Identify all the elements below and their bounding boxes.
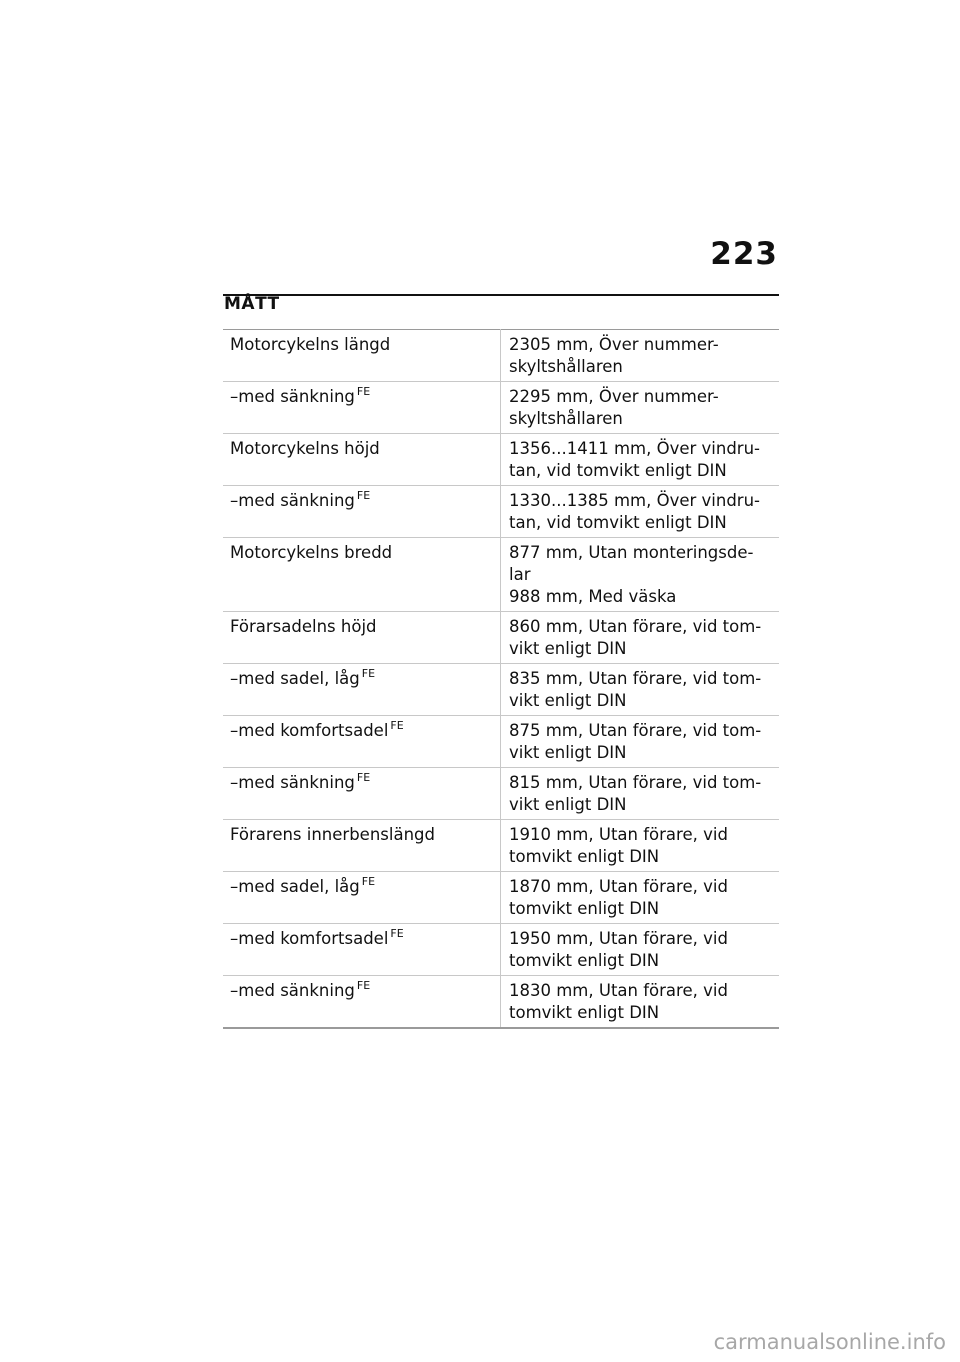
spec-value-line: 2305 mm, Över nummer- (509, 335, 719, 354)
spec-label: –med sadel, låg (230, 669, 360, 688)
spec-value-cell (501, 924, 780, 976)
equipment-code-superscript: FE (356, 489, 371, 502)
spec-label-cell (223, 820, 501, 872)
spec-value-cell (501, 382, 780, 434)
spec-value-cell (501, 976, 780, 1029)
spec-label-cell (223, 768, 501, 820)
spec-value-line: vikt enligt DIN (509, 691, 627, 710)
spec-value-line: 835 mm, Utan förare, vid tom- (509, 669, 762, 688)
spec-label: Motorcykelns höjd (230, 439, 380, 458)
spec-value-cell (501, 434, 780, 486)
section-title: MÅTT (224, 294, 280, 314)
equipment-code-superscript: FE (361, 875, 376, 888)
spec-value-line: tomvikt enligt DIN (509, 899, 660, 918)
table-row (223, 486, 779, 538)
spec-label: –med komfortsadel (230, 929, 389, 948)
page-number: 223 (710, 236, 778, 272)
spec-value-line: 1330...1385 mm, Över vindru- (509, 491, 761, 510)
spec-label-cell (223, 382, 501, 434)
spec-label-cell (223, 976, 501, 1029)
table-row (223, 664, 779, 716)
spec-value-line: skyltshållaren (509, 409, 623, 428)
spec-value-line: 877 mm, Utan monteringsde- (509, 543, 754, 562)
spec-label-cell (223, 924, 501, 976)
spec-value-line: tan, vid tomvikt enligt DIN (509, 513, 727, 532)
table-row (223, 612, 779, 664)
spec-value-line: vikt enligt DIN (509, 795, 627, 814)
spec-value-line: 875 mm, Utan förare, vid tom- (509, 721, 762, 740)
spec-value-line: 1950 mm, Utan förare, vid (509, 929, 728, 948)
spec-value-line: vikt enligt DIN (509, 743, 627, 762)
spec-value-line: 815 mm, Utan förare, vid tom- (509, 773, 762, 792)
watermark: carmanualsonline.info (713, 1330, 946, 1354)
spec-label-cell (223, 664, 501, 716)
spec-value-line: 2295 mm, Över nummer- (509, 387, 719, 406)
equipment-code-superscript: FE (390, 719, 404, 732)
spec-value-cell (501, 538, 780, 612)
table-row (223, 538, 779, 612)
spec-value-line: 1870 mm, Utan förare, vid (509, 877, 728, 896)
spec-value-line: vikt enligt DIN (509, 639, 627, 658)
table-row (223, 768, 779, 820)
spec-value-cell (501, 486, 780, 538)
spec-value-cell (501, 664, 780, 716)
spec-value-cell (501, 716, 780, 768)
spec-label: Förarens innerbenslängd (230, 825, 435, 844)
spec-value-line: tomvikt enligt DIN (509, 1003, 660, 1022)
spec-value-line: skyltshållaren (509, 357, 623, 376)
spec-label-cell (223, 716, 501, 768)
section-rule (223, 294, 779, 296)
spec-label-cell (223, 434, 501, 486)
spec-label: Förarsadelns höjd (230, 617, 377, 636)
spec-value-line: 860 mm, Utan förare, vid tom- (509, 617, 762, 636)
spec-value-line: tomvikt enligt DIN (509, 847, 660, 866)
equipment-code-superscript: FE (361, 667, 376, 680)
spec-value-cell (501, 820, 780, 872)
dimensions-table-body (223, 330, 779, 1029)
spec-value-line: tomvikt enligt DIN (509, 951, 660, 970)
spec-value-line: lar (509, 565, 531, 584)
table-row (223, 716, 779, 768)
equipment-code-superscript: FE (356, 979, 371, 992)
table-row (223, 330, 779, 382)
table-row (223, 820, 779, 872)
spec-label: –med sänkning (230, 981, 355, 1000)
equipment-code-superscript: FE (356, 771, 371, 784)
spec-value-line: 1356...1411 mm, Över vindru- (509, 439, 761, 458)
spec-value-cell (501, 872, 780, 924)
spec-label: –med sänkning (230, 773, 355, 792)
spec-label: –med sadel, låg (230, 877, 360, 896)
spec-value-line: tan, vid tomvikt enligt DIN (509, 461, 727, 480)
table-row (223, 382, 779, 434)
equipment-code-superscript: FE (390, 927, 404, 940)
spec-value-line: 988 mm, Med väska (509, 587, 677, 606)
table-row (223, 872, 779, 924)
spec-value-cell (501, 612, 780, 664)
spec-value-line: 1910 mm, Utan förare, vid (509, 825, 728, 844)
table-row (223, 434, 779, 486)
table-row (223, 924, 779, 976)
spec-value-line: 1830 mm, Utan förare, vid (509, 981, 728, 1000)
spec-label: –med komfortsadel (230, 721, 389, 740)
spec-value-cell (501, 768, 780, 820)
equipment-code-superscript: FE (356, 385, 371, 398)
table-row (223, 976, 779, 1029)
dimensions-table (223, 329, 779, 1029)
spec-label-cell (223, 612, 501, 664)
spec-label: Motorcykelns längd (230, 335, 391, 354)
spec-label-cell (223, 538, 501, 612)
spec-value-cell (501, 330, 780, 382)
spec-label: –med sänkning (230, 491, 355, 510)
spec-label: –med sänkning (230, 387, 355, 406)
spec-label-cell (223, 486, 501, 538)
spec-label-cell (223, 330, 501, 382)
spec-label: Motorcykelns bredd (230, 543, 393, 562)
spec-label-cell (223, 872, 501, 924)
